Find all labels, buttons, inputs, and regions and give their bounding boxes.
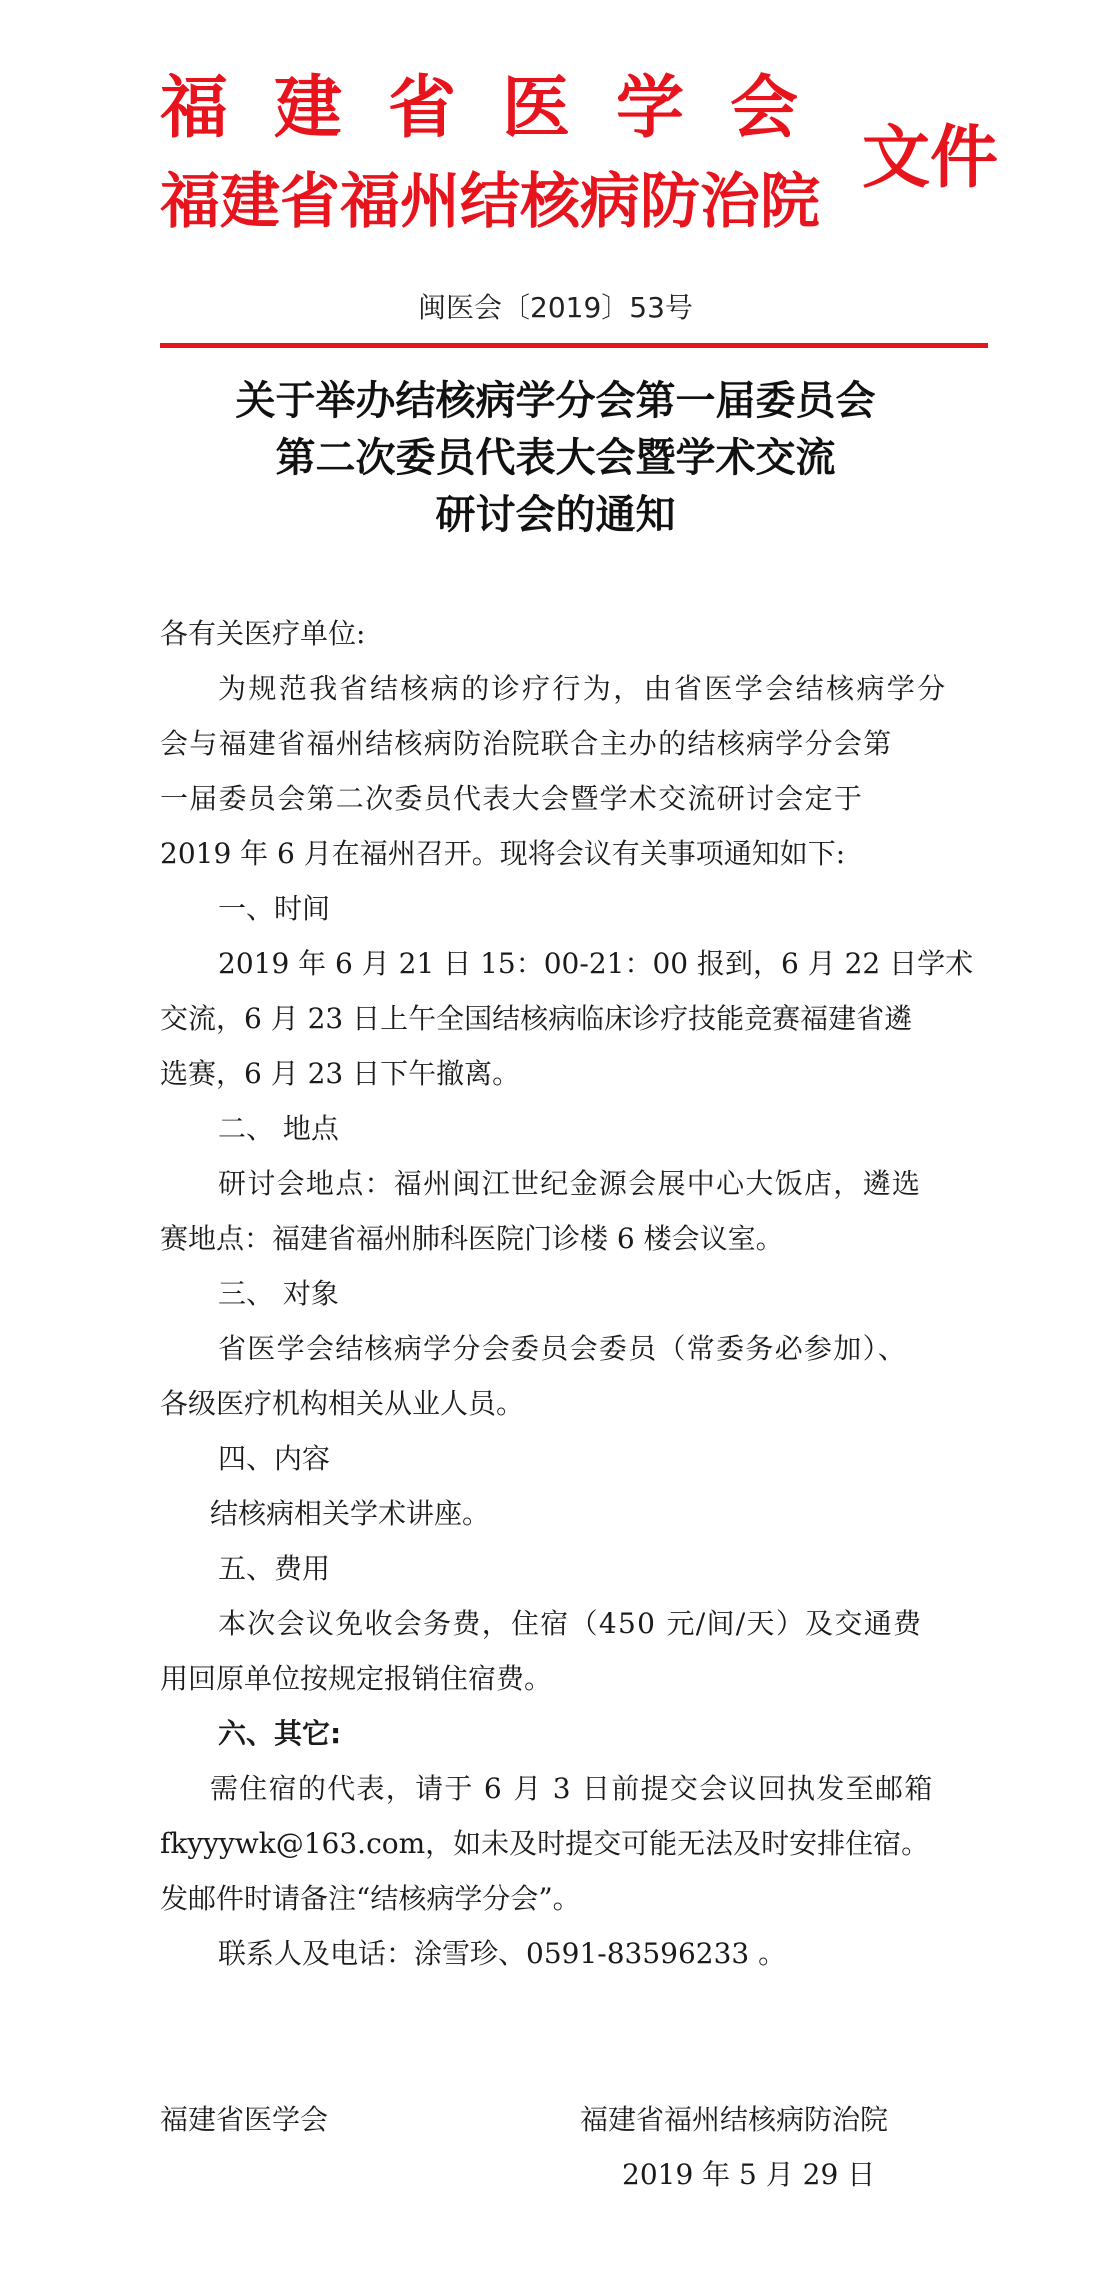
section-line: 省医学会结核病学分会委员会委员（常委务必参加）、 xyxy=(218,1332,908,1365)
intro-line: 为规范我省结核病的诊疗行为，由省医学会结核病学分 xyxy=(218,672,948,705)
notice-title-line-3: 研讨会的通知 xyxy=(435,491,676,538)
section-line: 2019 年 6 月 21 日 15：00-21：00 报到，6 月 22 日学术 xyxy=(218,947,974,980)
section-heading-other: 六、其它: xyxy=(218,1717,342,1750)
section-line: 本次会议免收会务费，住宿（450 元/间/天）及交通费 xyxy=(218,1607,923,1640)
section-line: 发邮件时请备注“结核病学分会”。 xyxy=(160,1882,581,1915)
section-line: 交流，6 月 23 日上午全国结核病临床诊疗技能竞赛福建省遴 xyxy=(160,1002,913,1035)
section-line-email: fkyyywk@163.com，如未及时提交可能无法及时安排住宿。 xyxy=(160,1827,930,1860)
section-line: 研讨会地点：福州闽江世纪金源会展中心大饭店，遴选 xyxy=(218,1167,922,1200)
section-line: 结核病相关学术讲座。 xyxy=(210,1497,491,1530)
contact-line: 联系人及电话：涂雪珍、0591-83596233 。 xyxy=(218,1937,787,1970)
section-heading-content: 四、内容 xyxy=(218,1442,331,1475)
section-heading-time: 一、时间 xyxy=(218,892,331,925)
section-heading-location: 二、 地点 xyxy=(218,1112,339,1145)
signature-org-right: 福建省福州结核病防治院 xyxy=(580,2103,889,2136)
org-name-tb-hospital: 福建省福州结核病防治院 xyxy=(160,167,820,237)
section-line: 选赛，6 月 23 日下午撤离。 xyxy=(160,1057,521,1090)
notice-title-line-2: 第二次委员代表大会暨学术交流 xyxy=(275,434,836,481)
signature-date: 2019 年 5 月 29 日 xyxy=(622,2158,876,2191)
section-heading-fees: 五、费用 xyxy=(218,1552,331,1585)
section-heading-audience: 三、 对象 xyxy=(218,1277,339,1310)
intro-line: 一届委员会第二次委员代表大会暨学术交流研讨会定于 xyxy=(160,782,864,815)
notice-body xyxy=(160,606,974,1981)
signature-org-left: 福建省医学会 xyxy=(160,2103,329,2136)
intro-line: 2019 年 6 月在福州召开。现将会议有关事项通知如下: xyxy=(160,837,846,870)
section-line: 各级医疗机构相关从业人员。 xyxy=(160,1387,525,1420)
section-line: 需住宿的代表，请于 6 月 3 日前提交会议回执发至邮箱 xyxy=(210,1772,934,1805)
salutation: 各有关医疗单位: xyxy=(160,617,366,650)
notice-title-line-1: 关于举办结核病学分会第一届委员会 xyxy=(235,377,876,424)
document-number: 闽医会〔2019〕53号 xyxy=(418,291,693,324)
document-suffix: 文件 xyxy=(862,118,999,198)
notice-title xyxy=(0,372,1111,543)
section-line: 用回原单位按规定报销住宿费。 xyxy=(160,1662,553,1695)
intro-line: 会与福建省福州结核病防治院联合主办的结核病学分会第 xyxy=(160,727,893,760)
org-name-medical-association: 福建省医学会 xyxy=(160,68,845,148)
red-divider xyxy=(160,343,988,348)
section-line: 赛地点：福建省福州肺科医院门诊楼 6 楼会议室。 xyxy=(160,1222,784,1255)
